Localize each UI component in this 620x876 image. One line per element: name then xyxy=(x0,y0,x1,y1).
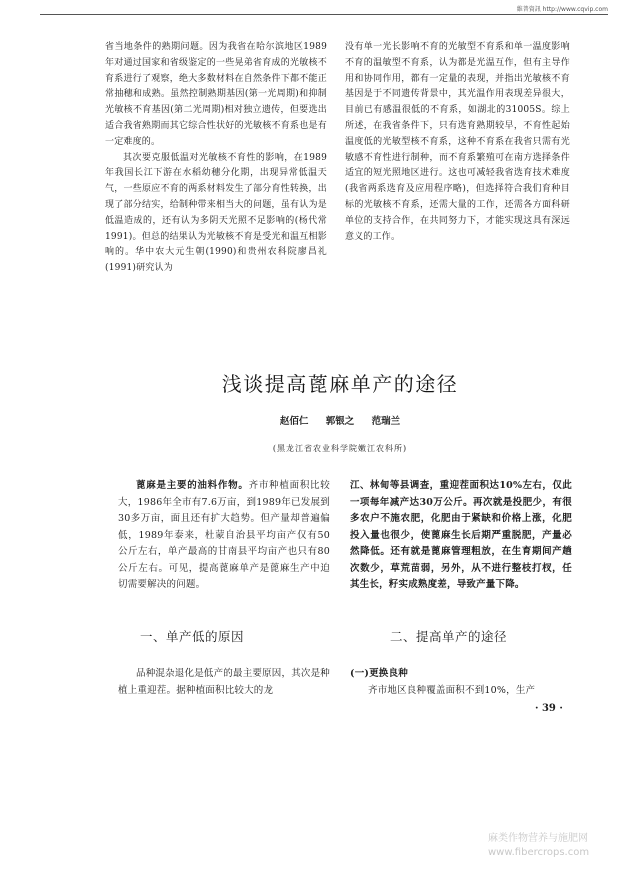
intro-right-paragraph: 江、林甸等县调查，重迎茬面积达10%左右，仅此一项每年减产达30万公斤。再次就是投肥少，有很多农户不施农肥，化肥由于紧缺和价格上涨，化肥投入量也很少，使蓖麻生长后期严重脱肥，产量必然降低。还有就是蓖麻管理粗放，在生育期间产趟次数少，草荒苗弱，另外，从不进行整枝打杈，任其生长，籽实成熟度差，导致产量下降。 xyxy=(350,480,572,590)
author-3: 范瑞兰 xyxy=(371,416,401,427)
intro-left-text: 齐市种植面积比较大，1986年全市有7.6万亩，到1989年已发展到30多万亩，面且还有扩大趋势。但产量却普遍偏低，1989年泰来，杜蒙自治县平均亩产仅有50公斤左右，单产最高的甘南县平均亩产也只有80公斤左右。可见，提高蓖麻单产是蓖麻生产中迫切需要解决的问题。 xyxy=(118,480,330,590)
author-1: 赵佰仁 xyxy=(279,416,309,427)
section-2-paragraph: 齐市地区良种覆盖面积不到10%，生产 xyxy=(368,685,536,696)
intro-right-column xyxy=(350,478,572,594)
article-affiliation: (黑龙江省农业科学院嫩江农科所) xyxy=(272,444,408,453)
article-authors xyxy=(0,413,620,427)
watermark-line-1: 麻类作物营养与施肥网 xyxy=(488,833,588,844)
watermark-line-2: www.fibercrops.com xyxy=(488,847,590,858)
previous-article-left-column xyxy=(105,40,327,277)
author-2: 郭银之 xyxy=(325,416,355,427)
prev-left-paragraph-2: 其次要克服低温对光敏核不育性的影响，在1989年我国长江下游在水稻幼穗分化期，出现异常低温天气，一些原应不育的两系材料发生了部分育性转换，出现了部分结实，给制种带来相当大的问题，虽有认为是低温造成的，还有认为多阴天光照不足影响的(杨代常1991)。但总的结果认为光敏核不育是受光和温互相影响的。华中农大元生朝(1990)和贵州农科院廖昌礼(1991)研究认为 xyxy=(105,152,327,274)
intro-lead-sentence: 蓖麻是主要的油料作物。 xyxy=(136,480,249,491)
prev-left-paragraph-1: 省当地条件的熟期问题。因为我省在哈尔滨地区1989年对通过国家和省级鉴定的一些晃弟省育成的光敏核不育系进行了观察，绝大多数材料在自然条件下都不能正常抽穗和成熟。虽然控制熟期基因(第一光周期)和抑制光敏核不育基因(第二光周期)相对独立遗传，但要选出适合我省熟期而其它综合性状好的光敏核不育系也是有一定难度的。 xyxy=(105,42,327,147)
previous-article-right-column xyxy=(345,40,570,245)
intro-left-paragraph xyxy=(118,478,330,594)
page-number: · 39 · xyxy=(535,703,563,714)
section-2-heading: 二、提高单产的途径 xyxy=(390,629,508,644)
section-1-paragraph: 品种混杂退化是低产的最主要原因，其次是种植上重迎茬。据种植面积比较大的龙 xyxy=(118,668,331,696)
header-stamp: 維普資訊 http://www.cqvip.com xyxy=(516,6,608,13)
prev-right-paragraph-1: 没有单一光长影响不育的光敏型不育系和单一温度影响不育的温敏型不育系，认为都是光温互作，但有主导作用和协同作用，都有一定量的表现，并指出光敏核不育基因是于不同遗传背景中，其光温作用表现差异很大，目前已有感温很低的不育系，如湖北的31005S。综上所述，在我省条件下，只有选育熟期较早，不育性起始温度低的光敏型核不育系，这种不育系在我省只需有光敏感不育性进行制种，而不育系繁殖可在南方选择条件适宜的短光照地区进行。这也可减轻我省选育技术难度(我省两系选育及应用程序略)，但选择符合我们育种目标的光敏核不育系，还需大量的工作，还需各方面科研单位的支持合作，在共同努力下，才能实现这具有深远意义的工作。 xyxy=(345,42,570,242)
section-1-heading: 一、单产低的原因 xyxy=(140,629,245,644)
header-rule xyxy=(40,14,608,15)
section-2-subheading: (一)更换良种 xyxy=(350,668,408,679)
section-2-column xyxy=(350,665,572,699)
intro-left-column xyxy=(118,478,330,594)
article-title: 浅谈提高蓖麻单产的途径 xyxy=(221,372,459,396)
section-1-column xyxy=(118,665,330,699)
watermark xyxy=(488,832,618,860)
